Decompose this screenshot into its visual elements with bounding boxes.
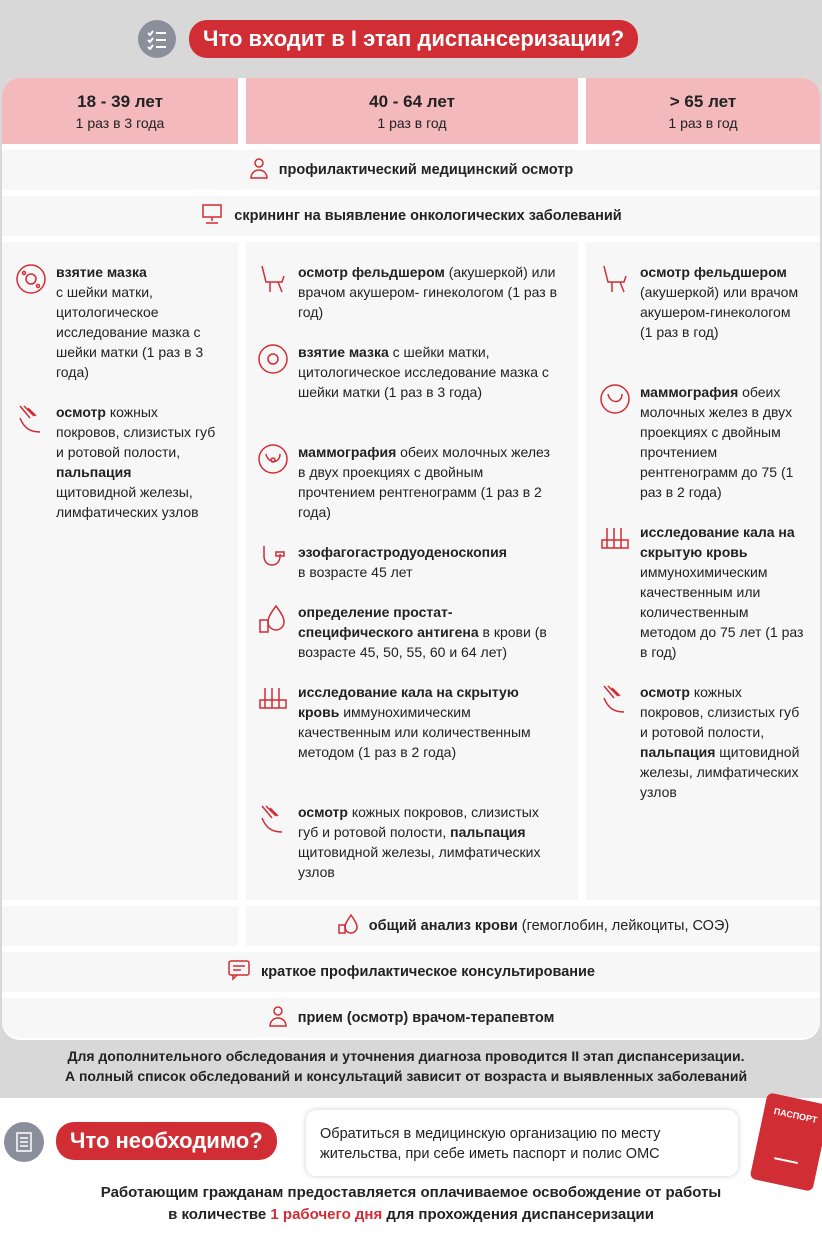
age-header-1 [2,78,238,144]
item-skin-exam: осмотр кожных покровов, слизистых губ и ротовой полости, пальпация щитовидной железы, лимфатических узлов [598,682,816,802]
gyn-chair-icon [256,262,298,322]
item-smear: взятие мазка с шейки матки, цитологическое исследование мазка с шейки матки (1 раз в 3 года) [256,342,574,402]
hands-icon [598,682,640,802]
cell-icon [14,262,56,382]
footer-line: Работающим гражданам предоставляется оплачиваемое освобождение от работы [100,1184,722,1201]
checklist-icon [138,20,176,58]
cell-icon [256,342,298,402]
note-line: Для дополнительного обследования и уточнения диагноза проводится II этап диспансеризации. [67,1048,745,1064]
stage-two-note [0,1046,812,1086]
needed-text: Обратиться в медицинскую организацию по месту жительства, при себе иметь паспорт и полис ОМС [320,1126,661,1162]
doctor-icon [249,157,269,183]
item-mammography: маммография обеих молочных желез в двух проекциях с двойным прочтением рентгенограмм (1 раз в 2 года) [256,442,574,522]
age-range: 40 - 64 лет [369,92,455,111]
gyn-chair-icon [598,262,640,342]
age-range: > 65 лет [669,92,737,111]
age-frequency: 1 раз в год [668,115,738,131]
note-line: А полный список обследований и консультаций зависит от возраста и выявленных заболеваний [64,1068,748,1084]
row-label: общий анализ крови [368,918,518,934]
endoscope-icon [256,542,298,582]
row-blood-test [246,906,820,946]
hands-icon [14,402,56,522]
test-tubes-icon [256,682,298,762]
row-screening [2,196,820,236]
row-detail: (гемоглобин, лейкоциты, СОЭ) [521,918,730,934]
row-consulting [2,952,820,992]
age-header-2 [246,78,578,144]
row-label: скрининг на выявление онкологических заболеваний [234,208,622,224]
age-frequency: 1 раз в год [377,115,447,131]
age-range: 18 - 39 лет [77,92,163,111]
item-skin-exam: осмотр кожных покровов, слизистых губ и ротовой полости, пальпация щитовидной железы, лимфатических узлов [14,402,234,522]
needed-title: Что необходимо? [56,1122,277,1160]
item-mammography: маммография обеих молочных желез в двух проекциях с двойным прочтением рентгенограмм до 75 (1 раз в 2 года) [598,382,816,502]
item-gyn-exam: осмотр фельдшером (акушеркой) или врачом акушером- гинекологом (1 раз в год) [256,262,574,322]
blood-drop-icon [256,602,298,662]
blood-test-spacer [2,906,238,946]
test-tubes-icon [598,522,640,662]
item-egds: эзофагогастродуоденоскопия в возрасте 45 лет [256,542,574,582]
hands-icon [256,802,298,882]
item-gyn-exam: осмотр фельдшером (акушеркой) или врачом акушером-гинекологом (1 раз в год) [598,262,816,342]
needed-box [306,1110,738,1176]
row-label: краткое профилактическое консультирование [260,964,595,980]
item-psa: определение простат-специфического антигена в крови (в возрасте 45, 50, 55, 60 и 64 лет) [256,602,574,662]
passport-label: ПАСПОРТ [772,1106,819,1126]
breast-icon [598,382,640,502]
row-therapist [2,998,820,1038]
item-fecal-test: исследование кала на скрытую кровь иммунохимическим качественным или количественным методом (1 раз в 2 года) [256,682,574,762]
age-frequency: 1 раз в 3 года [75,115,165,131]
breast-icon [256,442,298,522]
footer-note: Работающим гражданам предоставляется оплачиваемое освобождение от работы в количестве 1 рабочего дня для прохождения диспансеризации [0,1182,822,1226]
row-label: прием (осмотр) врачом-терапевтом [297,1010,555,1026]
row-label: профилактический медицинский осмотр [278,162,574,178]
item-smear: взятие мазка с шейки матки, цитологическое исследование мазка с шейки матки (1 раз в 3 года) [14,262,234,382]
age-header-3 [586,78,820,144]
microscope-icon [200,203,224,229]
speech-bubble-icon [227,959,251,985]
blood-drop-icon [337,913,359,939]
item-fecal-test: исследование кала на скрытую кровь иммунохимическим качественным или количественным методом до 75 лет (1 раз в год) [598,522,816,662]
page-title: Что входит в I этап диспансеризации? [189,20,638,58]
doctor-icon [268,1005,288,1031]
workday-highlight: 1 рабочего дня [270,1206,383,1223]
item-skin-exam: осмотр кожных покровов, слизистых губ и ротовой полости, пальпация щитовидной железы, лимфатических узлов [256,802,574,882]
document-icon [4,1122,44,1162]
row-exam [2,150,820,190]
